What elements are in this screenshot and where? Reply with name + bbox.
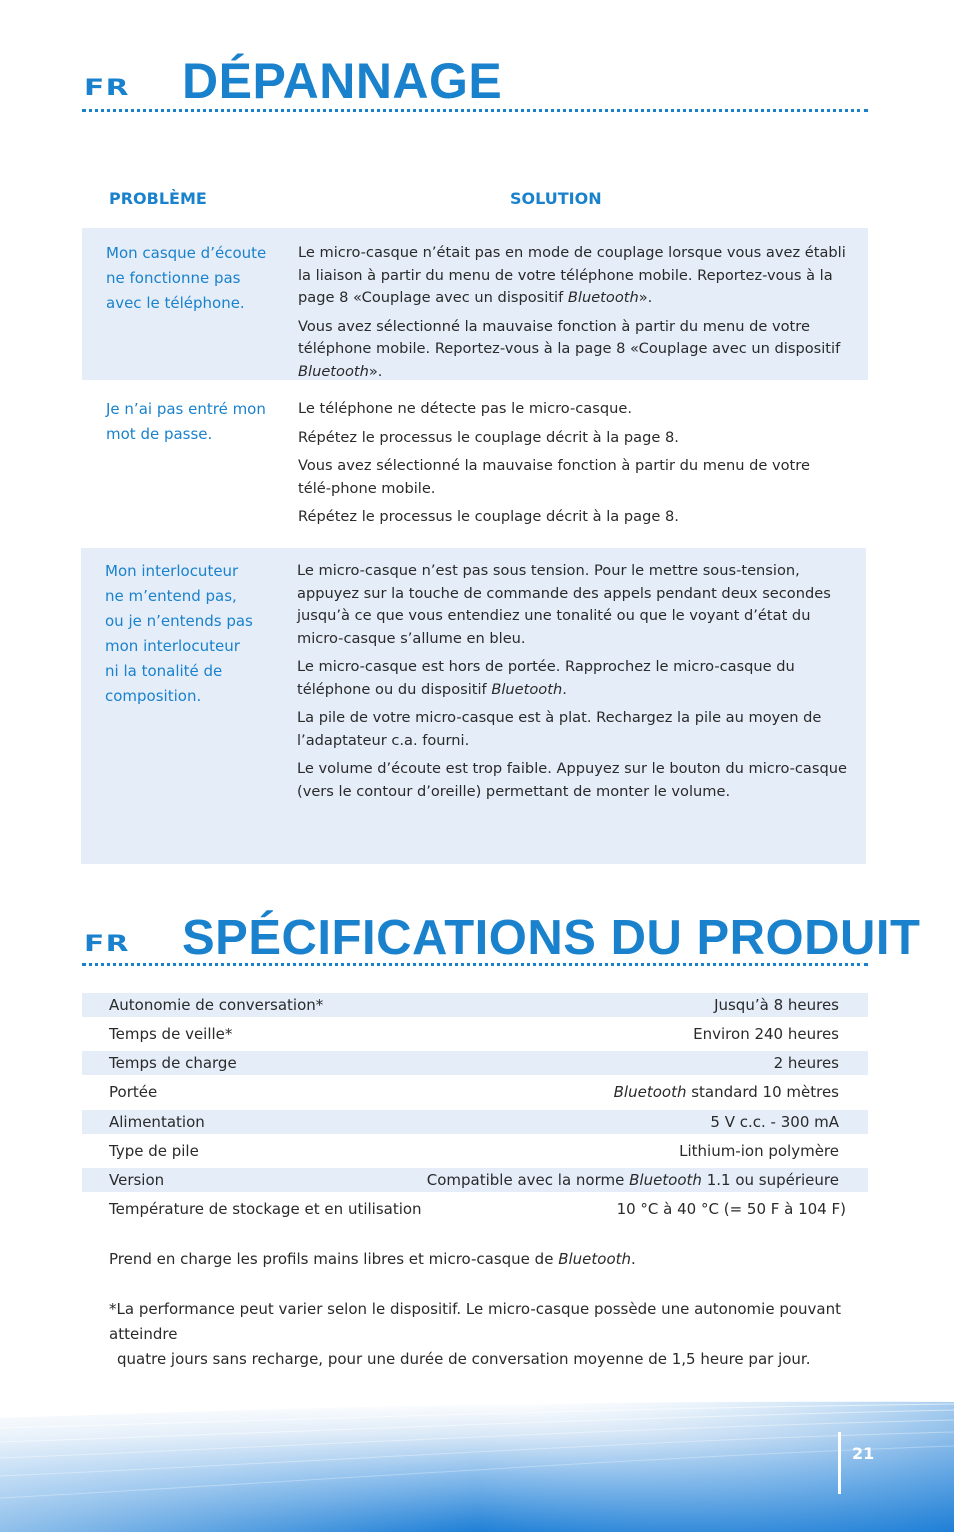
troubleshooting-header <box>82 50 868 114</box>
spec-label: Température de stockage et en utilisation <box>109 1200 422 1218</box>
spec-value: 10 °C à 40 °C (= 50 F à 104 F) <box>616 1200 846 1218</box>
language-tag: FR <box>84 932 130 957</box>
troubleshooting-row <box>82 228 868 380</box>
spec-label: Type de pile <box>109 1142 199 1160</box>
solution-paragraph: Répétez le processus le couplage décrit à la page 8. <box>298 428 679 446</box>
spec-value: Jusqu’à 8 heures <box>714 996 839 1014</box>
spec-row <box>82 993 868 1017</box>
solution-paragraph: Répétez le processus le couplage décrit à la page 8. <box>298 508 679 525</box>
profiles-note: Prend en charge les profils mains libres et micro-casque de Bluetooth. <box>109 1250 636 1268</box>
footnote: *La performance peut varier selon le dispositif. Le micro-casque possède une autonomie pouvant atteindre quatre jours sans recharge, pour une durée de conversation moyenne de 1,5 heure par jour. <box>109 1300 841 1368</box>
spec-row <box>82 1051 868 1075</box>
spec-row <box>82 1080 868 1104</box>
solution-paragraph: Vous avez sélectionné la mauvaise fonction à partir du menu de votre télé-phone mobile. <box>298 457 810 497</box>
section-title: SPÉCIFICATIONS DU PRODUIT <box>182 911 921 965</box>
specs-header <box>82 906 921 970</box>
solution-paragraph: La pile de votre micro-casque est à plat. Rechargez la pile au moyen de l’adaptateur c.a. fourni. <box>297 709 822 749</box>
spec-row <box>82 1168 868 1192</box>
solution-cell <box>298 242 860 389</box>
solution-cell <box>297 560 859 809</box>
solution-paragraph: Vous avez sélectionné la mauvaise fonction à partir du menu de votre téléphone mobile. Reportez-vous à la page 8 «Couplage avec un dispositif Bluetooth». <box>298 317 841 380</box>
spec-label: Alimentation <box>109 1113 205 1131</box>
spec-value: Compatible avec la norme Bluetooth 1.1 ou supérieure <box>426 1171 839 1189</box>
spec-label: Version <box>109 1171 165 1189</box>
language-tag: FR <box>84 76 130 101</box>
troubleshooting-row <box>82 384 868 544</box>
spec-label: Temps de charge <box>109 1054 237 1072</box>
spec-row <box>82 1110 868 1134</box>
spec-value: 2 heures <box>773 1054 839 1072</box>
title-divider <box>82 109 868 112</box>
title-divider <box>82 963 868 966</box>
page-title: DÉPANNAGE <box>182 53 503 109</box>
spec-value: Bluetooth standard 10 mètres <box>613 1083 839 1101</box>
spec-label: Autonomie de conversation* <box>109 996 324 1014</box>
solution-paragraph: Le volume d’écoute est trop faible. Appuyez sur le bouton du micro-casque (vers le contour d’oreille) permettant de monter le volume. <box>297 760 847 800</box>
solution-paragraph: Le téléphone ne détecte pas le micro-casque. <box>298 400 632 417</box>
spec-row <box>82 1022 868 1046</box>
column-header-solution: SOLUTION <box>510 189 602 208</box>
footer-wave-graphic <box>0 1380 954 1532</box>
page-number: 21 <box>852 1444 875 1463</box>
page-number-divider <box>838 1432 841 1494</box>
spec-label: Portée <box>109 1083 158 1101</box>
problem-cell: Mon interlocuteur ne m’entend pas, ou je n’entends pas mon interlocuteur ni la tonalité de composition. <box>105 562 253 705</box>
solution-paragraph: Le micro-casque est hors de portée. Rapprochez le micro-casque du téléphone ou du dispositif Bluetooth. <box>297 658 795 698</box>
solution-paragraph: Le micro-casque n’est pas sous tension. Pour le mettre sous-tension, appuyez sur la touche de commande des appels pendant deux secondes jusqu’à ce que vous entendiez une tonalité ou que le voyant d’état du micro-casque s’allume en bleu. <box>297 562 831 647</box>
spec-value: 5 V c.c. - 300 mA <box>710 1113 839 1131</box>
troubleshooting-row <box>81 548 866 864</box>
spec-value: Environ 240 heures <box>693 1025 839 1043</box>
problem-cell: Mon casque d’écoute ne fonctionne pas avec le téléphone. <box>106 244 267 312</box>
column-header-problem: PROBLÈME <box>109 189 207 208</box>
spec-label: Temps de veille* <box>109 1025 233 1043</box>
solution-paragraph: Le micro-casque n’était pas en mode de couplage lorsque vous avez établi la liaison à partir du menu de votre téléphone mobile. Reportez-vous à la page 8 «Couplage avec un dispositif Bluetooth». <box>298 244 846 306</box>
problem-cell: Je n’ai pas entré mon mot de passe. <box>106 400 266 443</box>
solution-cell <box>298 398 860 535</box>
spec-row <box>82 1139 868 1163</box>
spec-value: Lithium-ion polymère <box>679 1142 839 1160</box>
spec-row <box>82 1197 868 1221</box>
